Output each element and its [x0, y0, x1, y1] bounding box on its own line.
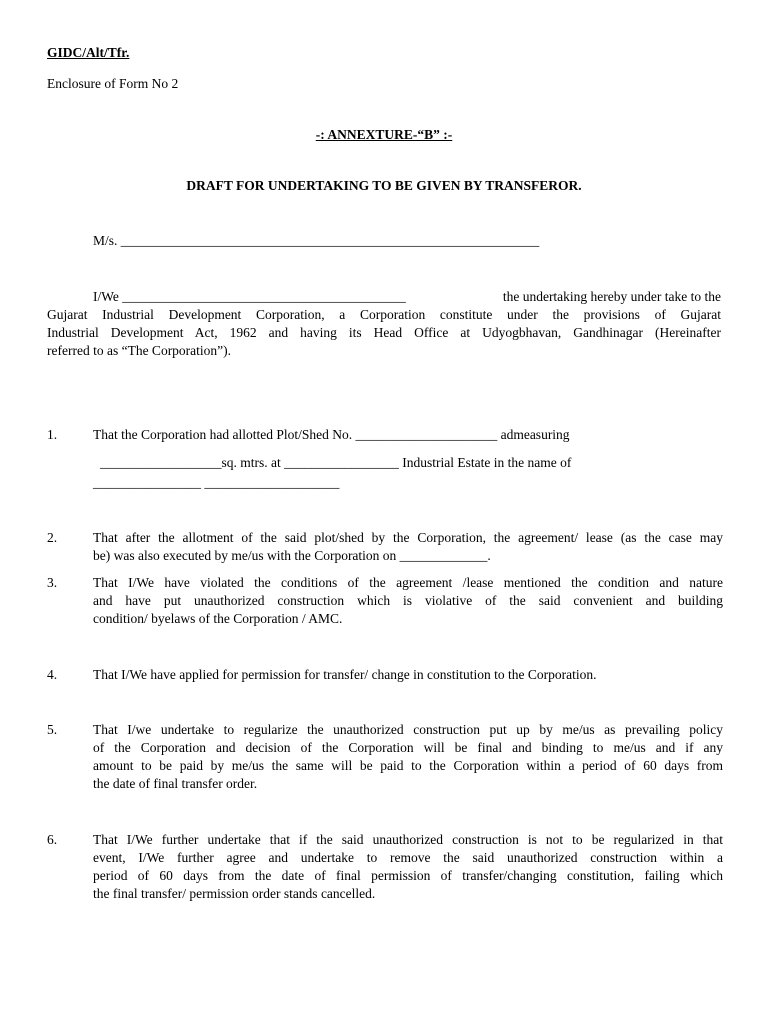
intro-line3: Industrial Development Act, 1962 and having its Head Office at Udyogbhavan, Gandhinagar (Hereinafter: [47, 325, 721, 340]
clause-line: That I/we undertake to regularize the unauthorized construction put up by me/us as prevailing policy: [93, 722, 723, 737]
intro-line2: Gujarat Industrial Development Corporation, a Corporation constitute under the provisions of Gujarat: [47, 307, 721, 322]
document-title: DRAFT FOR UNDERTAKING TO BE GIVEN BY TRANSFEROR.: [186, 178, 582, 193]
intro-line4: referred to as “The Corporation”).: [47, 343, 232, 358]
clause-number: 1.: [47, 427, 58, 442]
clause-number: 4.: [47, 667, 58, 682]
clause-line: and have put unauthorized construction which is violative of the said convenient and building: [93, 593, 723, 608]
clause-line: of the Corporation and decision of the Corporation will be final and binding to me/us and if any: [93, 740, 723, 755]
intro-line1-end: the undertaking hereby under take to the: [502, 289, 721, 304]
clause-line: That I/We have applied for permission for transfer/ change in constitution to the Corporation.: [93, 667, 597, 682]
clause-line: That after the allotment of the said plot/shed by the Corporation, the agreement/ lease (as the case may: [93, 530, 723, 545]
clause-1-line-3: ________________ ____________________: [93, 475, 340, 490]
clause-number: 5.: [47, 722, 58, 737]
clause-number: 2.: [47, 530, 58, 545]
annexure-heading: -: ANNEXTURE-“B” :-: [315, 127, 453, 142]
clause-line: That the Corporation had allotted Plot/Shed No. _____________________ admeasuring: [93, 427, 570, 442]
intro-paragraph: [47, 288, 721, 360]
reference-code: GIDC/Alt/Tfr.: [47, 45, 130, 60]
clause-line: period of 60 days from the date of final permission of transfer/changing constitution, failing which: [93, 868, 723, 883]
clause-line: the final transfer/ permission order stands cancelled.: [93, 886, 376, 901]
clause-line: the date of final transfer order.: [93, 776, 258, 791]
clause-line: That I/We further undertake that if the said unauthorized construction is not to be regularized in that: [93, 832, 723, 847]
clause-line: amount to be paid by me/us the same will be paid to the Corporation within a period of 60 days from: [93, 758, 723, 773]
clause-line: be) was also executed by me/us with the Corporation on _____________.: [93, 548, 491, 563]
clause-line: event, I/We further agree and undertake to remove the said unauthorized construction within a: [93, 850, 723, 865]
clause-1-line-2: __________________sq. mtrs. at _________________ Industrial Estate in the name of: [100, 455, 572, 470]
ms-field-line: M/s. ______________________________________________________________: [93, 233, 540, 248]
clause-line: That I/We have violated the conditions of the agreement /lease mentioned the condition and nature: [93, 575, 723, 590]
clause-number: 6.: [47, 832, 58, 847]
clause-line: condition/ byelaws of the Corporation / AMC.: [93, 611, 343, 626]
clause-number: 3.: [47, 575, 58, 590]
intro-name-field: I/We __________________________________________: [93, 289, 406, 304]
enclosure-label: Enclosure of Form No 2: [47, 76, 179, 91]
